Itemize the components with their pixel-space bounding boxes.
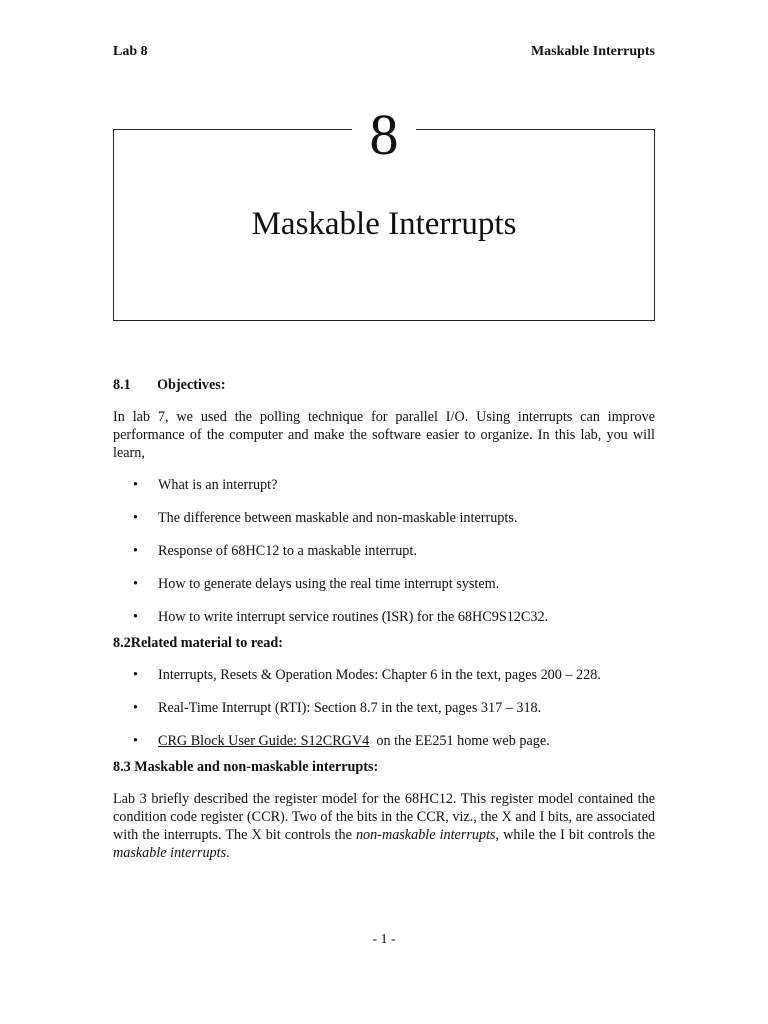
paragraph-text: , while the I bit controls the: [495, 827, 655, 843]
section-heading-related-material: 8.2Related material to read:: [113, 635, 283, 651]
section-heading-objectives: [113, 376, 655, 394]
emphasis-text: maskable interrupts: [113, 845, 227, 861]
list-item: • Response of 68HC12 to a maskable interrupt.: [113, 542, 655, 560]
section-heading-maskable: 8.3 Maskable and non-maskable interrupts:: [113, 759, 379, 775]
list-item: [113, 732, 655, 750]
crg-user-guide-link[interactable]: CRG Block User Guide: S12CRGV4: [158, 733, 370, 749]
link-suffix-text: on the EE251 home web page.: [369, 733, 550, 749]
running-header: [113, 44, 655, 64]
section-title: Objectives:: [157, 377, 226, 393]
header-lab-label: Lab 8: [113, 44, 148, 59]
objectives-paragraph: In lab 7, we used the polling technique for parallel I/O. Using interrupts can improve performance of the computer and make the software easier to organize. In this lab, you will learn,: [113, 409, 655, 461]
paragraph-text: .: [226, 845, 230, 861]
page-content: [113, 376, 655, 862]
list-item: • The difference between maskable and non-maskable interrupts.: [113, 509, 655, 527]
chapter-title: Maskable Interrupts: [251, 206, 517, 242]
maskable-paragraph: [113, 790, 655, 862]
list-item: • Interrupts, Resets & Operation Modes: Chapter 6 in the text, pages 200 – 228.: [113, 666, 655, 684]
list-item: • How to generate delays using the real time interrupt system.: [113, 575, 655, 593]
page-number: - 1 -: [372, 932, 396, 947]
list-item: • Real-Time Interrupt (RTI): Section 8.7 in the text, pages 317 – 318.: [113, 699, 655, 717]
list-item: • How to write interrupt service routines (ISR) for the 68HC9S12C32.: [113, 608, 655, 626]
section-number: 8.1: [113, 377, 131, 393]
list-item: • What is an interrupt?: [113, 476, 655, 494]
chapter-number: 8: [352, 100, 416, 170]
header-chapter-label: Maskable Interrupts: [530, 44, 655, 59]
objectives-list: [113, 476, 655, 626]
paragraph-text: Lab 3 briefly described the register model for the 68HC12. This register model contained the condition code register (CCR). Two of the bits in the CCR, viz., the X and I bits, are associated with the interrupts. The X bit controls the: [113, 791, 655, 843]
emphasis-text: non-maskable interrupts: [355, 827, 496, 843]
related-material-list: [113, 666, 655, 750]
